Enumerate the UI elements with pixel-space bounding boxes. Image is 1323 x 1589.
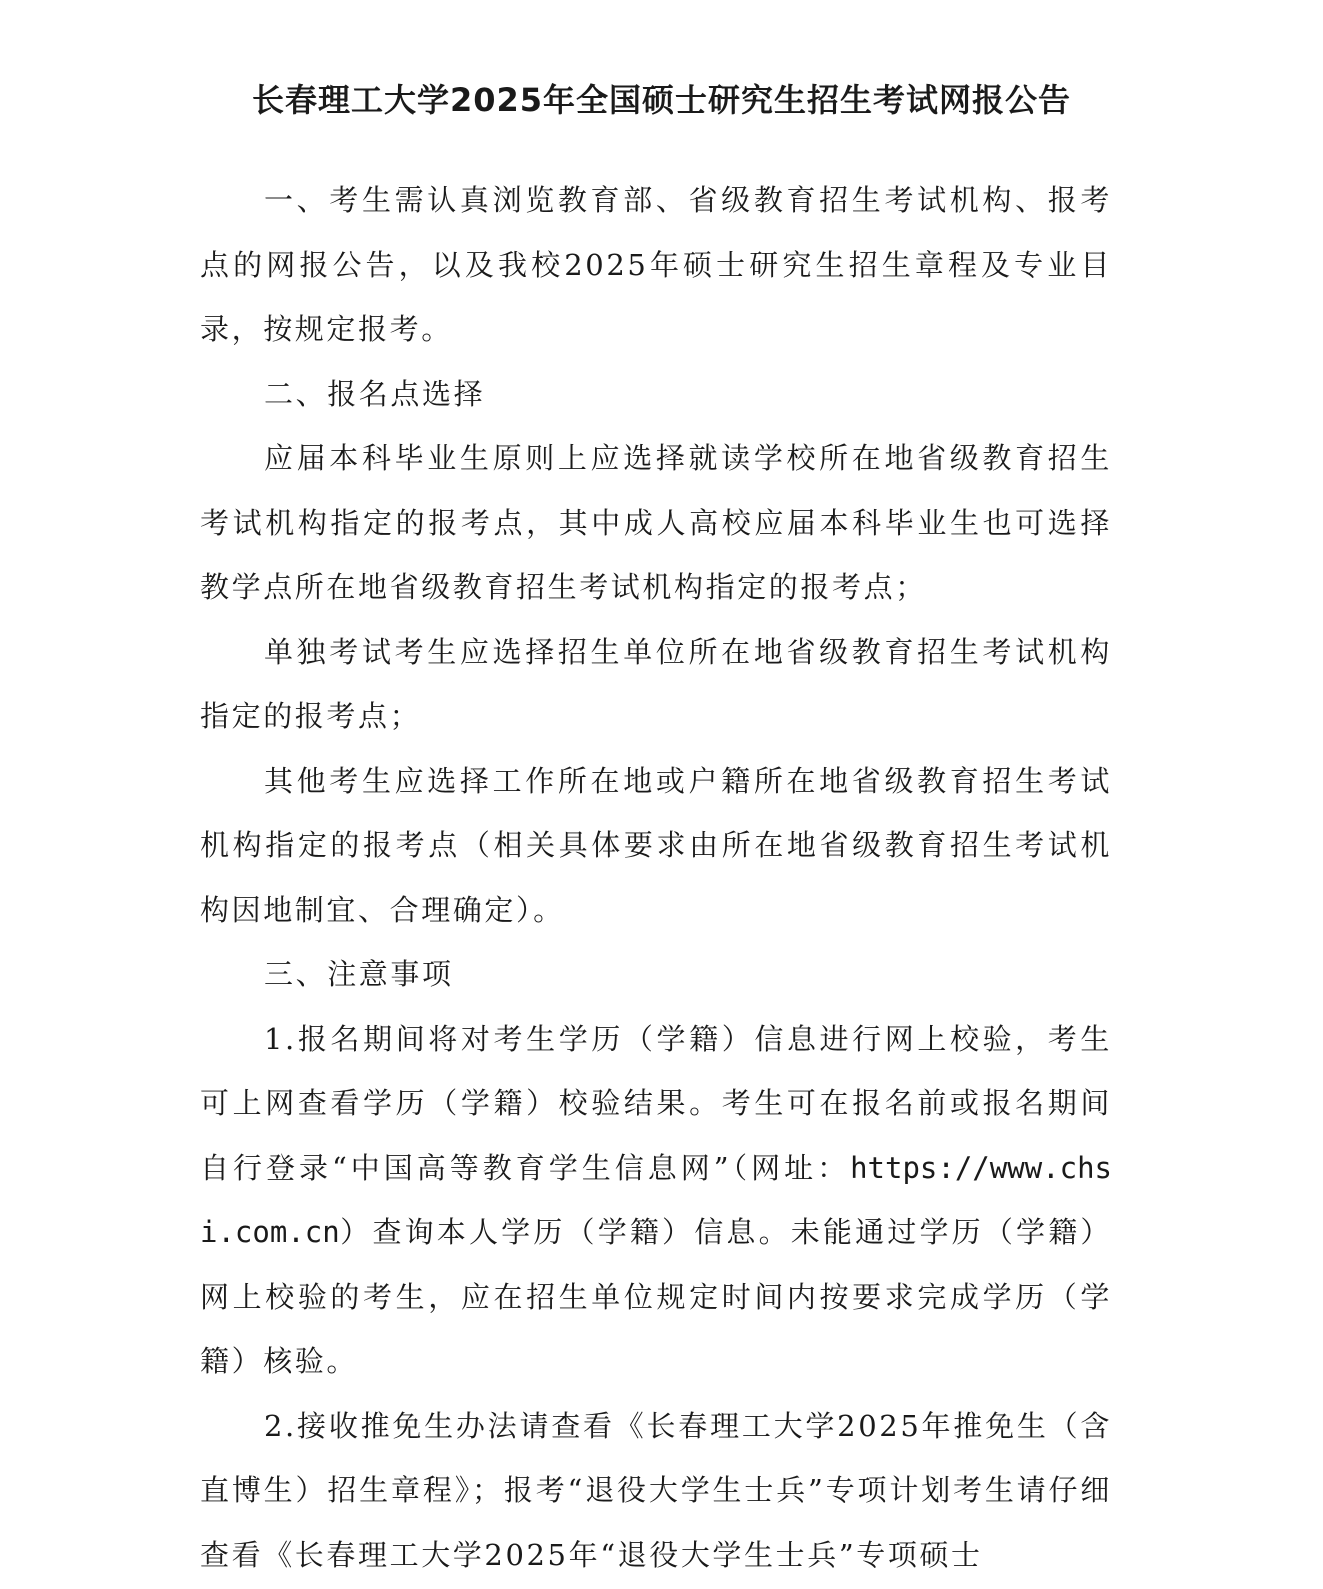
paragraph-note-2: 2.接收推免生办法请查看《长春理工大学2025年推免生（含直博生）招生章程》；报考“退役大学生士兵”专项计划考生请仔细查看《长春理工大学2025年“退役大学生士兵”专项硕士	[200, 1408, 1112, 1572]
section-heading-notes: 三、注意事项	[264, 957, 454, 991]
document-body	[200, 168, 1112, 1587]
paragraph-note-1	[200, 1007, 1112, 1394]
document-title: 长春理工大学2025年全国硕士研究生招生考试网报公告	[251, 81, 1072, 119]
note-1-text-after: ）查询本人学历（学籍）信息。未能通过学历（学籍）网上校验的考生，应在招生单位规定时间内按要求完成学历（学籍）核验。	[200, 1215, 1112, 1378]
paragraph-notice-intro: 一、考生需认真浏览教育部、省级教育招生考试机构、报考点的网报公告，以及我校2025年硕士研究生招生章程及专业目录，按规定报考。	[200, 183, 1112, 346]
note-1-text-before: 1.报名期间将对考生学历（学籍）信息进行网上校验，考生可上网查看学历（学籍）校验结果。考生可在报名前或报名期间自行登录“中国高等教育学生信息网”（网址：	[200, 1021, 1112, 1185]
paragraph-fresh-graduates: 应届本科毕业生原则上应选择就读学校所在地省级教育招生考试机构指定的报考点，其中成人高校应届本科毕业生也可选择教学点所在地省级教育招生考试机构指定的报考点；	[200, 441, 1112, 604]
chsi-url-link[interactable]: https://www.chsi.com.cn	[200, 1150, 1112, 1249]
section-heading-registration-point: 二、报名点选择	[264, 376, 486, 411]
paragraph-other-candidates: 其他考生应选择工作所在地或户籍所在地省级教育招生考试机构指定的报考点（相关具体要求由所在地省级教育招生考试机构因地制宜、合理确定）。	[200, 763, 1112, 927]
paragraph-independent-exam: 单独考试考生应选择招生单位所在地省级教育招生考试机构指定的报考点；	[200, 634, 1112, 733]
